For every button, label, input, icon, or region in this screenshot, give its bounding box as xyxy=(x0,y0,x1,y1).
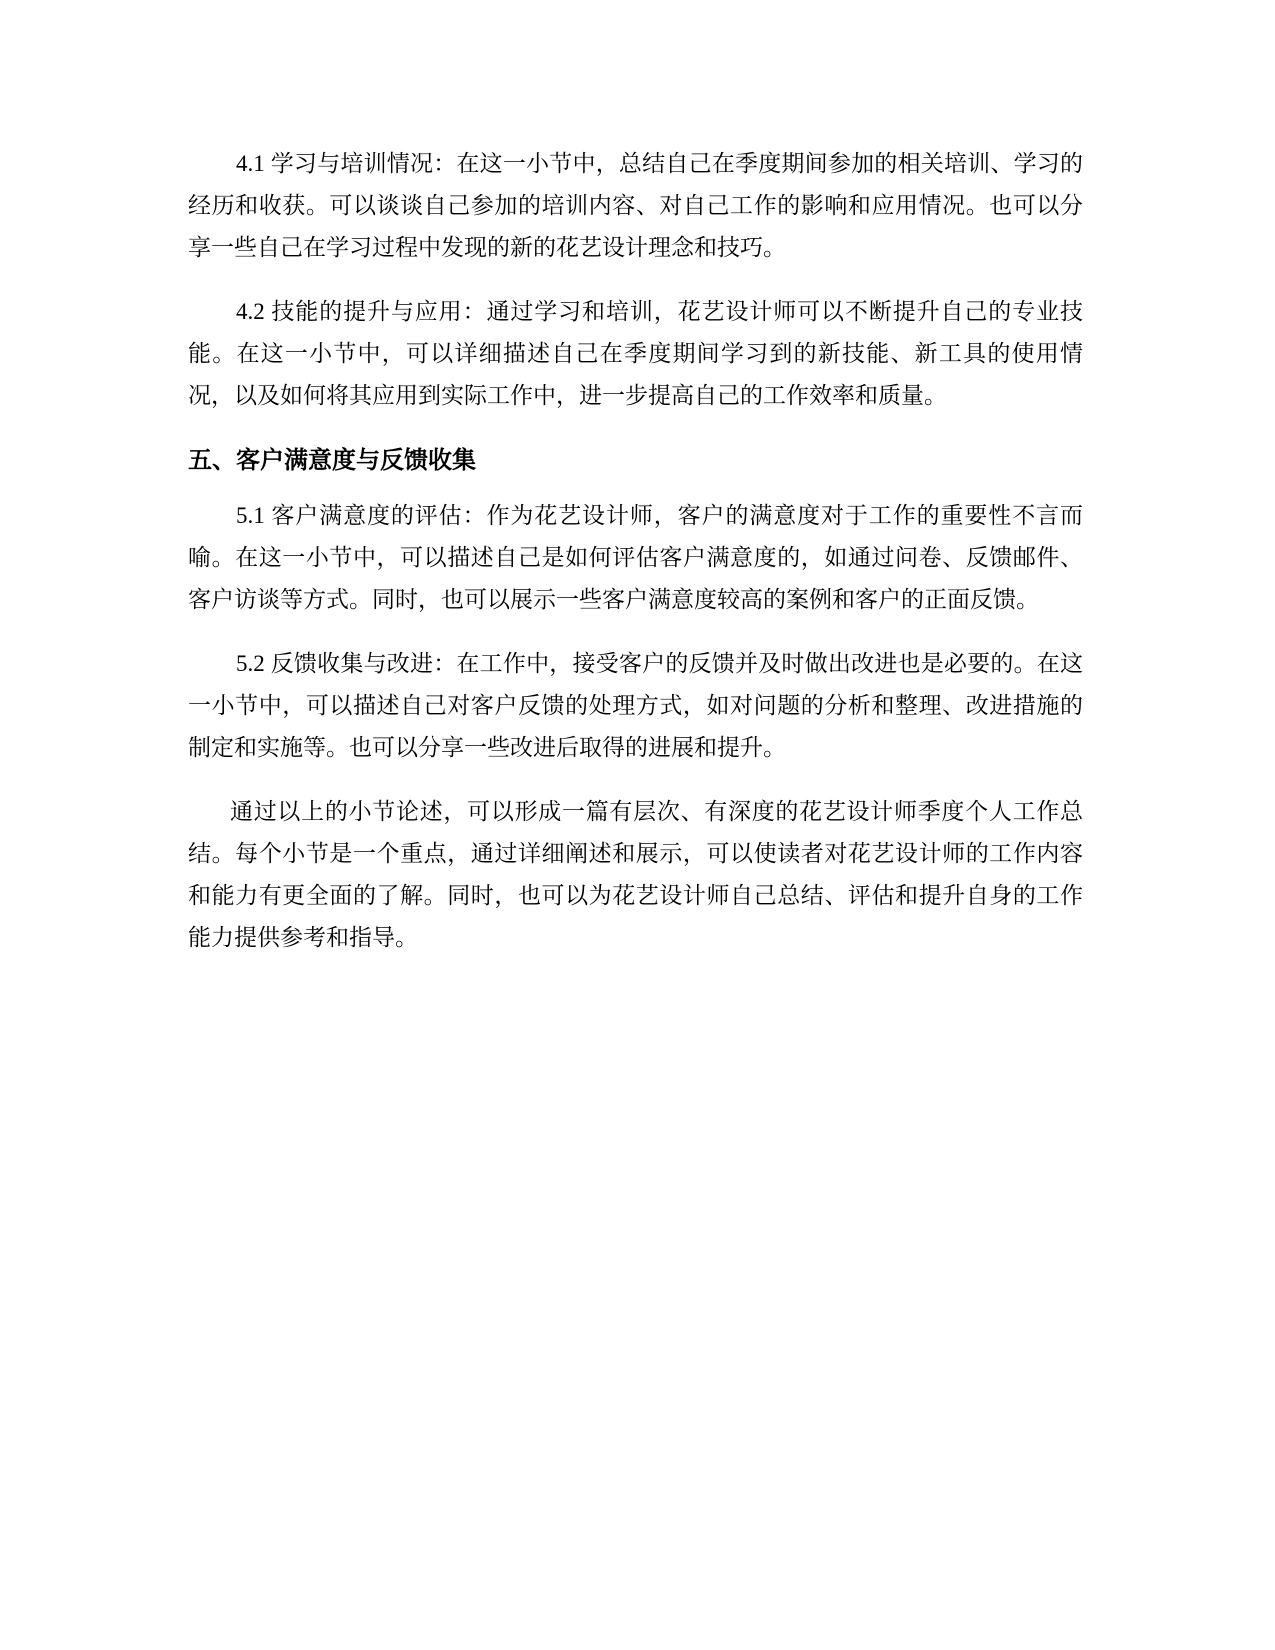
section-heading-5: 五、客户满意度与反馈收集 xyxy=(188,446,476,474)
paragraph-4-2: 4.2 技能的提升与应用：通过学习和培训，花艺设计师可以不断提升自己的专业技能。在这一小节中，可以详细描述自己在季度期间学习到的新技能、新工具的使用情况，以及如何将其应用到实际工作中，进一步提高自己的工作效率和质量。 xyxy=(188,299,1083,408)
paragraph-4-1: 4.1 学习与培训情况：在这一小节中，总结自己在季度期间参加的相关培训、学习的经历和收获。可以谈谈自己参加的培训内容、对自己工作的影响和应用情况。也可以分享一些自己在学习过程中发现的新的花艺设计理念和技巧。 xyxy=(188,151,1083,260)
paragraph-5-2: 5.2 反馈收集与改进：在工作中，接受客户的反馈并及时做出改进也是必要的。在这一小节中，可以描述自己对客户反馈的处理方式，如对问题的分析和整理、改进措施的制定和实施等。也可以分享一些改进后取得的进展和提升。 xyxy=(188,651,1083,760)
paragraph-5-1: 5.1 客户满意度的评估：作为花艺设计师，客户的满意度对于工作的重要性不言而喻。在这一小节中，可以描述自己是如何评估客户满意度的，如通过问卷、反馈邮件、客户访谈等方式。同时，也可以展示一些客户满意度较高的案例和客户的正面反馈。 xyxy=(188,503,1083,612)
document-body xyxy=(188,143,1083,981)
summary-paragraph: 通过以上的小节论述，可以形成一篇有层次、有深度的花艺设计师季度个人工作总结。每个小节是一个重点，通过详细阐述和展示，可以使读者对花艺设计师的工作内容和能力有更全面的了解。同时，也可以为花艺设计师自己总结、评估和提升自身的工作能力提供参考和指导。 xyxy=(188,799,1083,950)
